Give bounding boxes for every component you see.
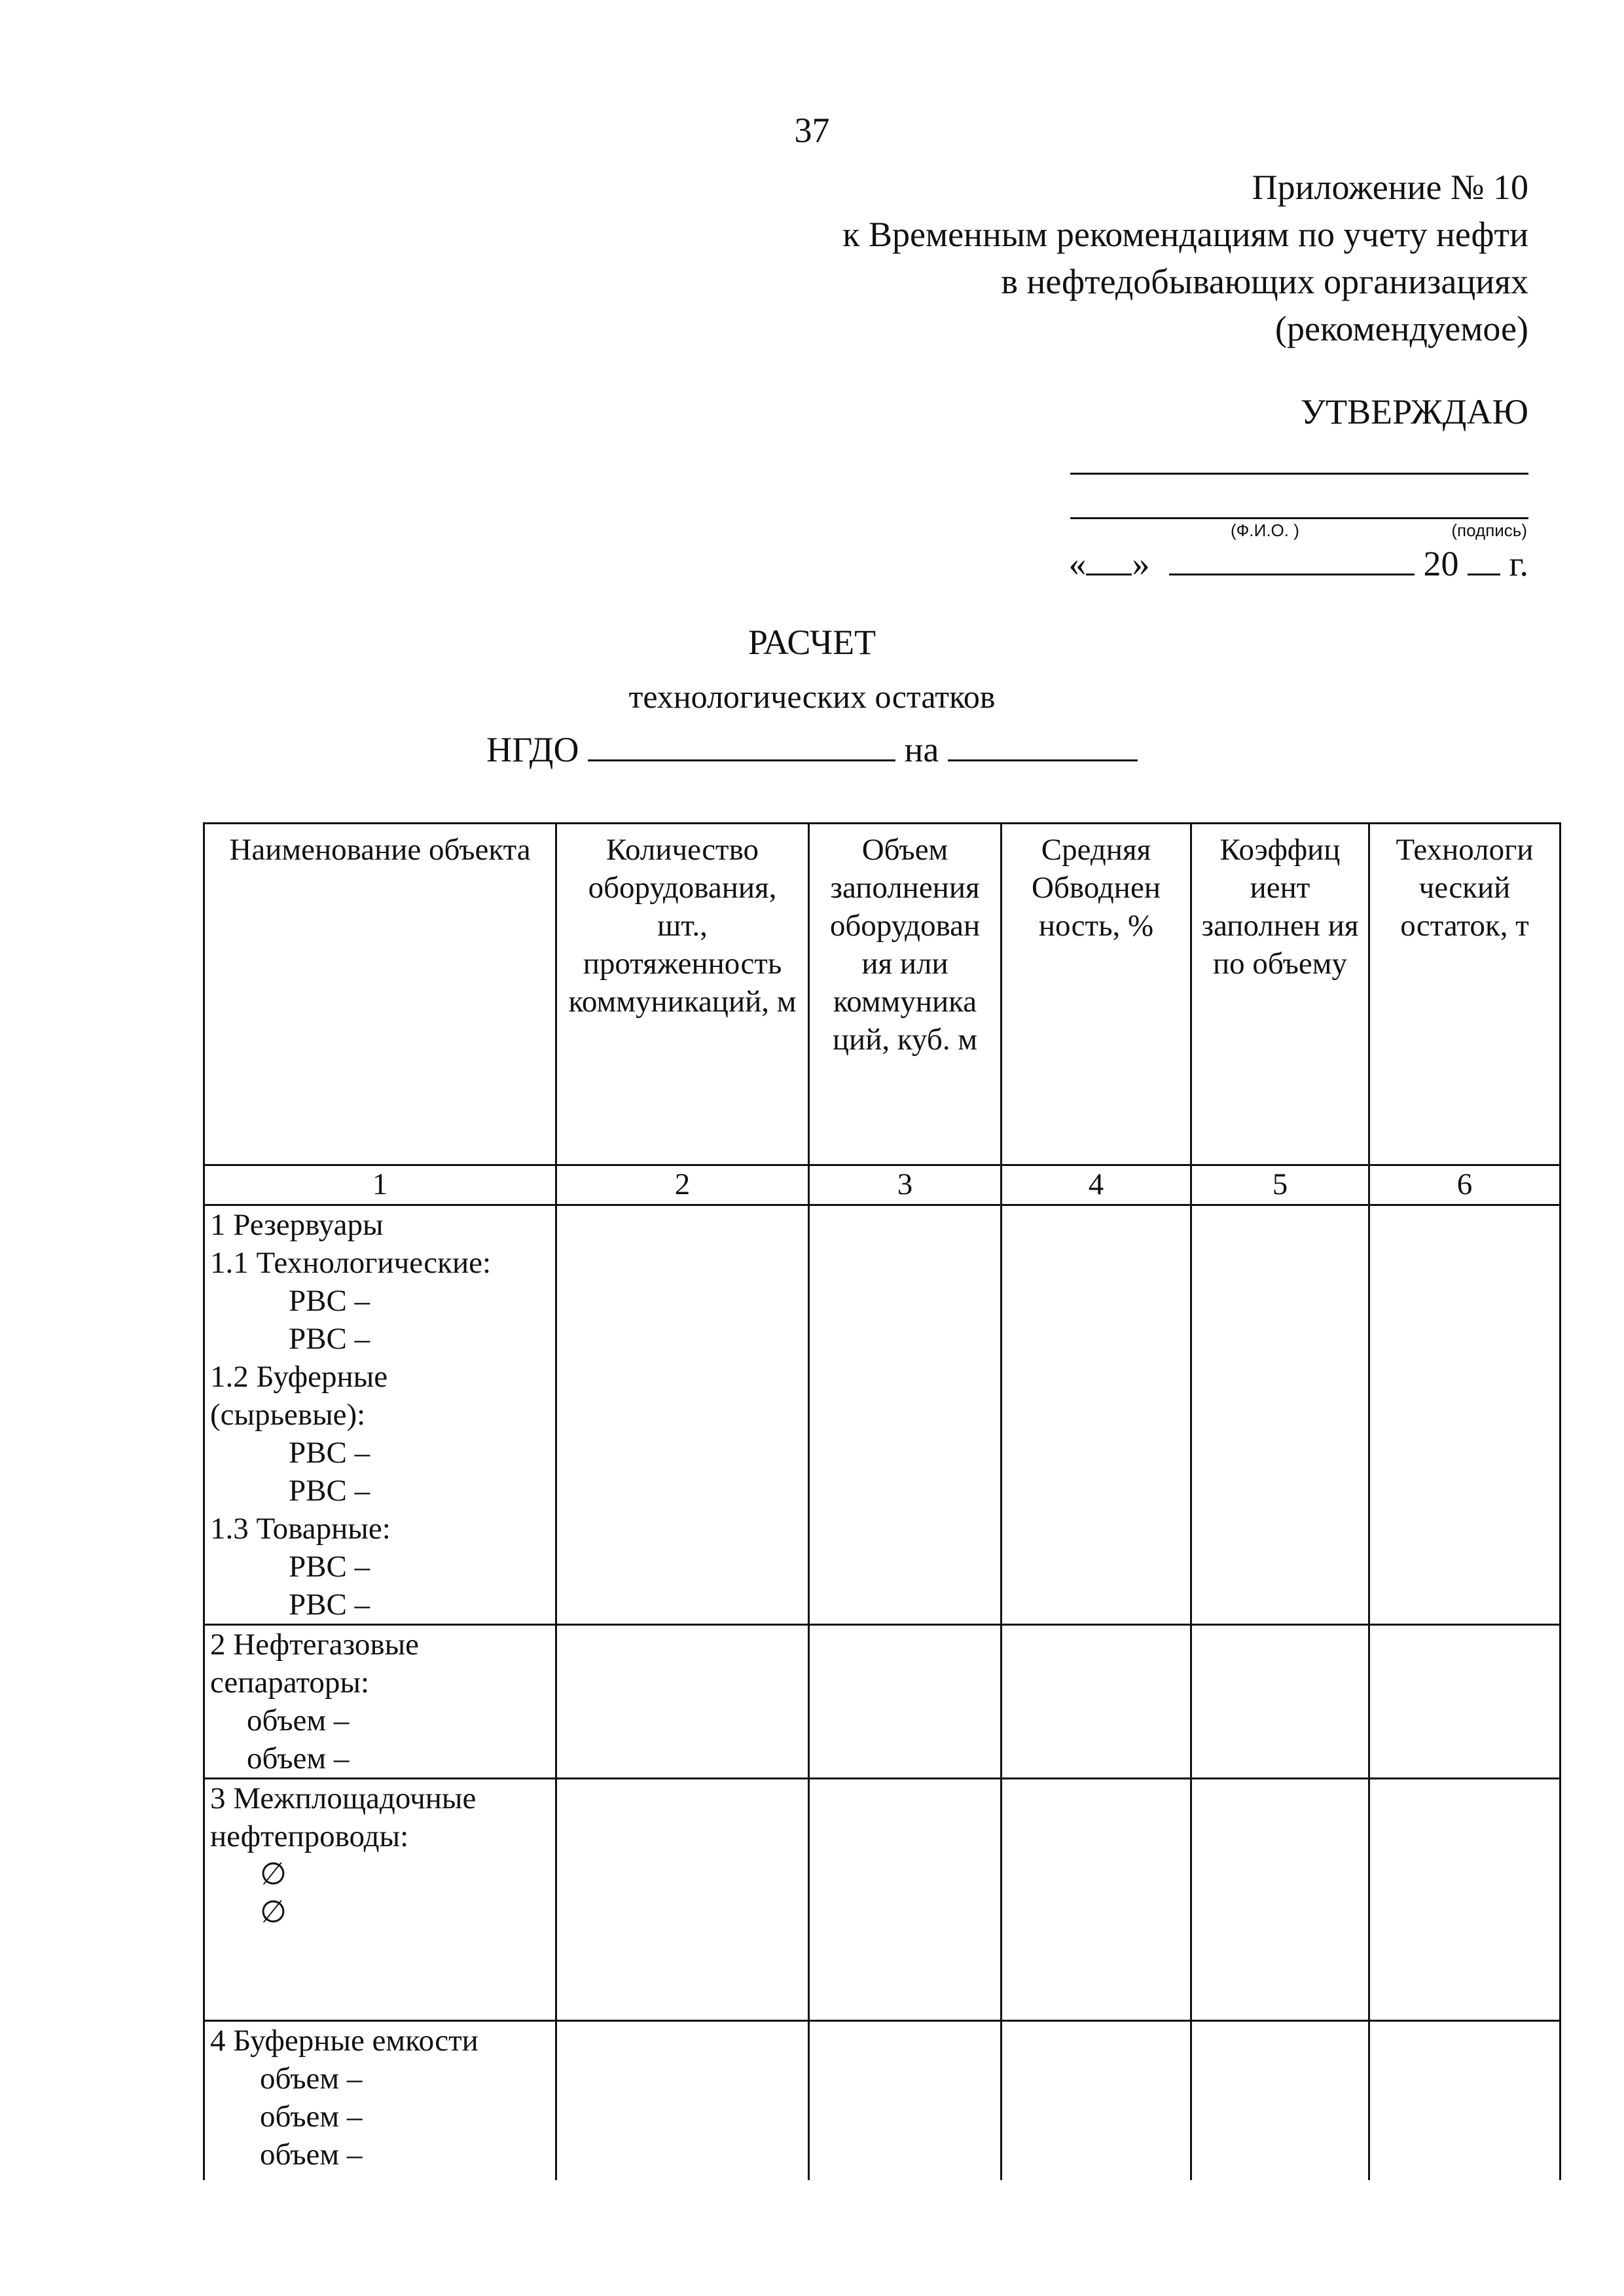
column-header: Средняя Обводнен ность, % bbox=[1001, 824, 1191, 1165]
empty-cell bbox=[556, 1779, 809, 2021]
appendix-line-3: в нефтедобывающих организациях bbox=[1001, 262, 1528, 301]
object-line: 1.2 Буферные bbox=[210, 1360, 388, 1394]
object-line: (сырьевые): bbox=[210, 1398, 366, 1432]
column-number: 5 bbox=[1191, 1165, 1369, 1205]
empty-cell bbox=[1369, 2021, 1561, 2180]
year-prefix: 20 bbox=[1423, 544, 1459, 583]
date-close-quote: » bbox=[1132, 544, 1150, 583]
table-row bbox=[204, 1625, 1561, 1779]
column-number-row bbox=[204, 1165, 1561, 1205]
name-signature-blank-line bbox=[1070, 517, 1528, 519]
fio-caption: (Ф.И.О. ) bbox=[1231, 520, 1299, 540]
approve-title: УТВЕРЖДАЮ bbox=[1300, 392, 1528, 431]
object-line: 1.3 Товарные: bbox=[210, 1512, 391, 1546]
diameter-icon: ∅ bbox=[260, 1857, 287, 1891]
empty-cell bbox=[556, 2021, 809, 2180]
empty-cell bbox=[809, 2021, 1001, 2180]
document-subtitle: технологических остатков bbox=[628, 678, 996, 715]
object-line: нефтепроводы: bbox=[210, 1819, 409, 1853]
day-blank bbox=[1086, 542, 1132, 575]
ngdo-label: НГДО bbox=[486, 730, 579, 769]
year-blank bbox=[1468, 542, 1500, 575]
year-suffix: г. bbox=[1509, 544, 1528, 583]
object-name-cell bbox=[204, 2021, 556, 2180]
object-line: РВС – bbox=[289, 1588, 370, 1622]
empty-cell bbox=[809, 1779, 1001, 2021]
object-line: РВС – bbox=[289, 1436, 370, 1470]
page-number: 37 bbox=[794, 111, 830, 150]
appendix-line-4: (рекомендуемое) bbox=[1275, 309, 1528, 348]
object-name-cell bbox=[204, 1779, 556, 2021]
object-line: сепараторы: bbox=[210, 1666, 370, 1700]
month-blank bbox=[1169, 542, 1415, 575]
appendix-line-2: к Временным рекомендациям по учету нефти bbox=[842, 215, 1528, 254]
empty-cell bbox=[1369, 1205, 1561, 1625]
ngdo-row bbox=[0, 727, 1624, 773]
date-on-blank bbox=[948, 728, 1138, 761]
date-open-quote: « bbox=[1068, 544, 1087, 583]
appendix-header bbox=[842, 164, 1528, 352]
object-name-cell bbox=[204, 1625, 556, 1779]
empty-cell bbox=[1191, 1625, 1369, 1779]
empty-cell bbox=[1191, 2021, 1369, 2180]
table-header-row bbox=[204, 824, 1561, 1165]
object-line: 1.1 Технологические: bbox=[210, 1246, 492, 1280]
column-number: 1 bbox=[204, 1165, 556, 1205]
ngdo-on-label: на bbox=[904, 730, 939, 769]
empty-cell bbox=[556, 1625, 809, 1779]
object-line: 2 Нефтегазовые bbox=[210, 1628, 420, 1662]
column-number: 6 bbox=[1369, 1165, 1561, 1205]
document-title: РАСЧЕТ bbox=[748, 623, 876, 662]
object-line: объем – bbox=[260, 2100, 363, 2134]
column-header: Количество оборудования, шт., протяженность коммуникаций, м bbox=[556, 824, 809, 1165]
signature-caption: (подпись) bbox=[1451, 520, 1527, 540]
column-number: 3 bbox=[809, 1165, 1001, 1205]
column-header: Объем заполнения оборудован ия или коммуника ций, куб. м bbox=[809, 824, 1001, 1165]
object-line: объем – bbox=[247, 1741, 350, 1776]
diameter-icon: ∅ bbox=[260, 1895, 287, 1929]
empty-cell bbox=[809, 1205, 1001, 1625]
object-line: объем – bbox=[260, 2062, 363, 2096]
table-row bbox=[204, 2021, 1561, 2180]
empty-cell bbox=[1001, 2021, 1191, 2180]
approval-date-row bbox=[1068, 541, 1528, 587]
column-header: Наименование объекта bbox=[204, 824, 556, 1165]
object-line: РВС – bbox=[289, 1284, 370, 1318]
object-line: РВС – bbox=[289, 1550, 370, 1584]
column-header: Коэффиц иент заполнен ия по объему bbox=[1191, 824, 1369, 1165]
object-line: 1 Резервуары bbox=[210, 1208, 384, 1242]
object-line: объем – bbox=[260, 2138, 363, 2172]
column-number: 2 bbox=[556, 1165, 809, 1205]
empty-cell bbox=[809, 1625, 1001, 1779]
position-blank-line bbox=[1070, 473, 1528, 475]
object-line: объем – bbox=[247, 1704, 350, 1738]
appendix-line-1: Приложение № 10 bbox=[1252, 168, 1528, 207]
column-header: Технологи ческий остаток, т bbox=[1369, 824, 1561, 1165]
empty-cell bbox=[1001, 1205, 1191, 1625]
column-number: 4 bbox=[1001, 1165, 1191, 1205]
empty-cell bbox=[1001, 1625, 1191, 1779]
table-row bbox=[204, 1779, 1561, 2021]
empty-cell bbox=[1369, 1625, 1561, 1779]
empty-cell bbox=[1191, 1205, 1369, 1625]
object-line: РВС – bbox=[289, 1322, 370, 1356]
object-name-cell bbox=[204, 1205, 556, 1625]
table-row bbox=[204, 1205, 1561, 1625]
ngdo-blank bbox=[588, 728, 895, 761]
empty-cell bbox=[1191, 1779, 1369, 2021]
empty-cell bbox=[1001, 1779, 1191, 2021]
empty-cell bbox=[1369, 1779, 1561, 2021]
residue-table bbox=[203, 822, 1561, 2180]
object-line: РВС – bbox=[289, 1474, 370, 1508]
object-line: 3 Межплощадочные bbox=[210, 1781, 477, 1815]
object-line: 4 Буферные емкости bbox=[210, 2024, 478, 2058]
empty-cell bbox=[556, 1205, 809, 1625]
